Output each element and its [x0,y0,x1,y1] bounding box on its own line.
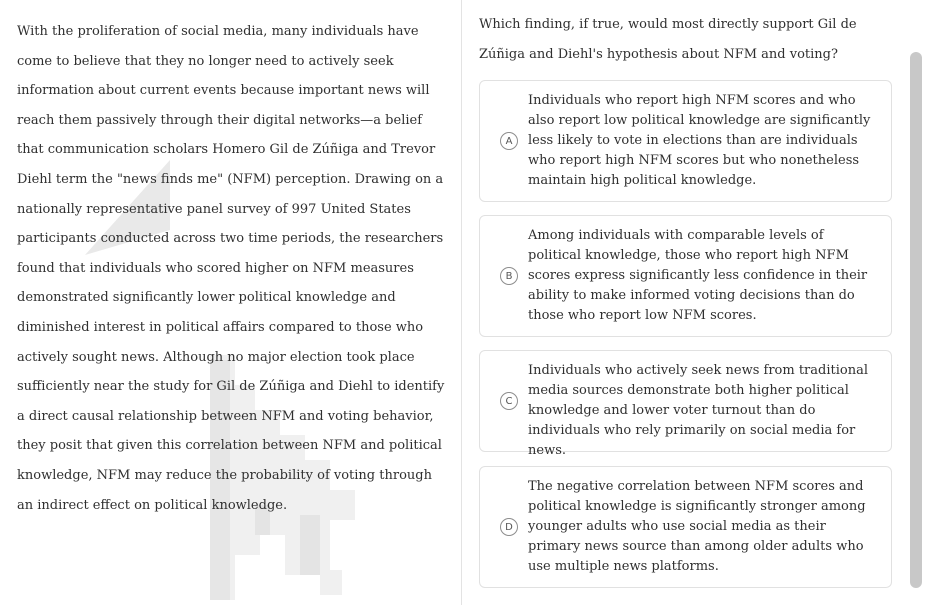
choice-text-d: The negative correlation between NFM scores and political knowledge is significantly stronger among younger adults who use social media as their primary news source than among older adults who use multiple news platforms. [528,479,866,574]
answer-choice-a[interactable] [479,80,892,202]
choice-text-c: Individuals who actively seek news from traditional media sources demonstrate both higher political knowledge and lower voter turnout than do individuals who rely primarily on social media for news. [528,363,868,458]
passage-text: With the proliferation of social media, many individuals have come to believe that they no longer need to actively seek information about current events because important news will reach them passively through their digital networks—a belief that communication scholars Homero Gil de Zúñiga and Trevor Diehl term the "news finds me" (NFM) perception. Drawing on a nationally representative panel survey of 997 United States participants conducted across two time periods, the researchers found that individuals who scored higher on NFM measures demonstrated significantly lower political knowledge and diminished interest in political affairs compared to those who actively sought news. Although no major election took place sufficiently near the study for Gil de Zúñiga and Diehl to identify a direct causal relationship between NFM and voting behavior, they posit that given this correlation between NFM and political knowledge, NFM may reduce the probability of voting through an indirect effect on political knowledge. [17,24,445,513]
choice-letter-d: D [500,518,518,536]
pane-divider [461,0,462,605]
choice-letter-a: A [500,132,518,150]
scrollbar[interactable] [909,52,923,588]
choice-text-a: Individuals who report high NFM scores and who also report low political knowledge are significantly less likely to vote in elections than are individuals who report high NFM scores but who nonetheless maintain high political knowledge. [528,93,871,188]
choice-text-b: Among individuals with comparable levels of political knowledge, those who report high NFM scores express significantly less confidence in their ability to make informed voting decisions than do those who report low NFM scores. [528,228,868,323]
question-text: Which finding, if true, would most directly support Gil de Zúñiga and Diehl's hypothesis about NFM and voting? [479,17,857,62]
choice-letter-c: C [500,392,518,410]
answer-choice-c[interactable] [479,350,892,458]
answer-choice-b[interactable] [479,215,892,337]
choice-letter-b: B [500,267,518,285]
scrollbar-thumb[interactable] [910,52,922,588]
answer-choice-d[interactable] [479,466,892,588]
